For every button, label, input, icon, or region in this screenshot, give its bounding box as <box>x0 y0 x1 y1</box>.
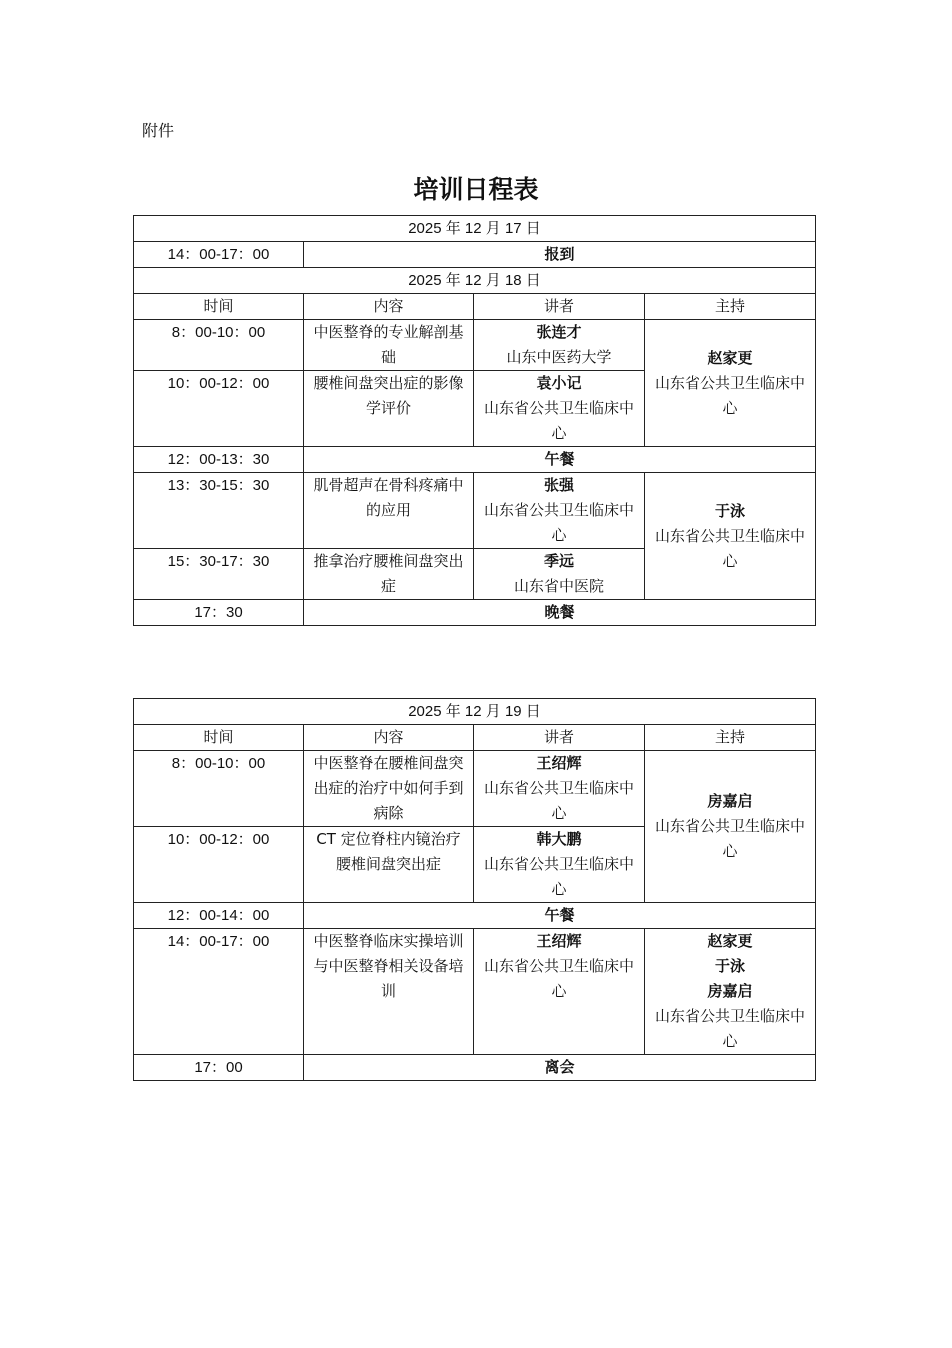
session-content: 肌骨超声在骨科疼痛中的应用 <box>304 473 474 549</box>
header-speaker: 讲者 <box>474 725 645 751</box>
session-time: 10：00-12：00 <box>134 371 304 447</box>
date-row-dec18: 2025 年 12 月 18 日 <box>134 268 816 294</box>
lunch-label: 午餐 <box>304 903 816 929</box>
session-time: 13：30-15：30 <box>134 473 304 549</box>
speaker-name: 韩大鹏 <box>536 830 582 848</box>
speaker-name: 王绍辉 <box>536 754 582 772</box>
session-content: 中医整脊在腰椎间盘突出症的治疗中如何手到病除 <box>304 751 474 827</box>
session-speaker <box>474 371 645 447</box>
header-time: 时间 <box>134 294 304 320</box>
host-affiliation: 山东省公共卫生临床中心 <box>655 1007 806 1050</box>
session-speaker <box>474 929 645 1055</box>
session-content: 中医整脊的专业解剖基础 <box>304 320 474 371</box>
date-row-dec17: 2025 年 12 月 17 日 <box>134 216 816 242</box>
speaker-affiliation: 山东省公共卫生临床中心 <box>483 399 634 442</box>
header-content: 内容 <box>304 294 474 320</box>
host-name: 于泳 <box>715 957 746 975</box>
speaker-affiliation: 山东省公共卫生临床中心 <box>483 957 634 1000</box>
registration-label: 报到 <box>304 242 816 268</box>
header-host: 主持 <box>645 294 816 320</box>
departure-label: 离会 <box>304 1055 816 1081</box>
dinner-time: 17：30 <box>134 600 304 626</box>
departure-time: 17：00 <box>134 1055 304 1081</box>
header-time: 时间 <box>134 725 304 751</box>
speaker-name: 季远 <box>543 552 574 570</box>
session-content: 推拿治疗腰椎间盘突出症 <box>304 549 474 600</box>
session-speaker <box>474 473 645 549</box>
speaker-affiliation: 山东省中医院 <box>513 577 604 595</box>
host-name: 房嘉启 <box>707 982 753 1000</box>
header-host: 主持 <box>645 725 816 751</box>
speaker-name: 张强 <box>543 476 574 494</box>
speaker-name: 袁小记 <box>536 374 582 392</box>
dinner-label: 晚餐 <box>304 600 816 626</box>
header-content: 内容 <box>304 725 474 751</box>
schedule-table-dec19 <box>133 698 816 1081</box>
host-affiliation: 山东省公共卫生临床中心 <box>655 526 806 570</box>
registration-time: 14：00-17：00 <box>134 242 304 268</box>
session-host <box>645 320 816 447</box>
session-host <box>645 473 816 600</box>
session-time: 14：00-17：00 <box>134 929 304 1055</box>
session-time: 10：00-12：00 <box>134 827 304 903</box>
date-row-dec19: 2025 年 12 月 19 日 <box>134 699 816 725</box>
speaker-affiliation: 山东省公共卫生临床中心 <box>483 501 634 544</box>
session-host <box>645 751 816 903</box>
host-affiliation: 山东省公共卫生临床中心 <box>655 817 806 860</box>
session-time: 15：30-17：30 <box>134 549 304 600</box>
session-content: 腰椎间盘突出症的影像学评价 <box>304 371 474 447</box>
session-speaker <box>474 827 645 903</box>
page-title: 培训日程表 <box>413 175 539 204</box>
speaker-name: 张连才 <box>536 323 582 341</box>
host-name: 赵家更 <box>707 932 753 950</box>
session-time: 8：00-10：00 <box>134 751 304 827</box>
speaker-name: 王绍辉 <box>536 932 582 950</box>
session-content: 中医整脊临床实操培训与中医整脊相关设备培训 <box>304 929 474 1055</box>
speaker-affiliation: 山东省公共卫生临床中心 <box>483 779 634 822</box>
lunch-label: 午餐 <box>304 447 816 473</box>
session-speaker <box>474 549 645 600</box>
host-affiliation: 山东省公共卫生临床中心 <box>655 373 806 417</box>
host-name: 于泳 <box>715 501 746 520</box>
lunch-time: 12：00-13：30 <box>134 447 304 473</box>
session-time: 8：00-10：00 <box>134 320 304 371</box>
session-host <box>645 929 816 1055</box>
schedule-table-dec17-18 <box>133 215 816 626</box>
host-name: 房嘉启 <box>707 792 753 810</box>
host-name: 赵家更 <box>707 348 753 367</box>
session-speaker <box>474 320 645 371</box>
attachment-label: 附件 <box>142 121 175 140</box>
speaker-affiliation: 山东中医药大学 <box>506 348 612 366</box>
session-speaker <box>474 751 645 827</box>
lunch-time: 12：00-14：00 <box>134 903 304 929</box>
speaker-affiliation: 山东省公共卫生临床中心 <box>483 855 634 898</box>
session-content: CT 定位脊柱内镜治疗腰椎间盘突出症 <box>304 827 474 903</box>
header-speaker: 讲者 <box>474 294 645 320</box>
